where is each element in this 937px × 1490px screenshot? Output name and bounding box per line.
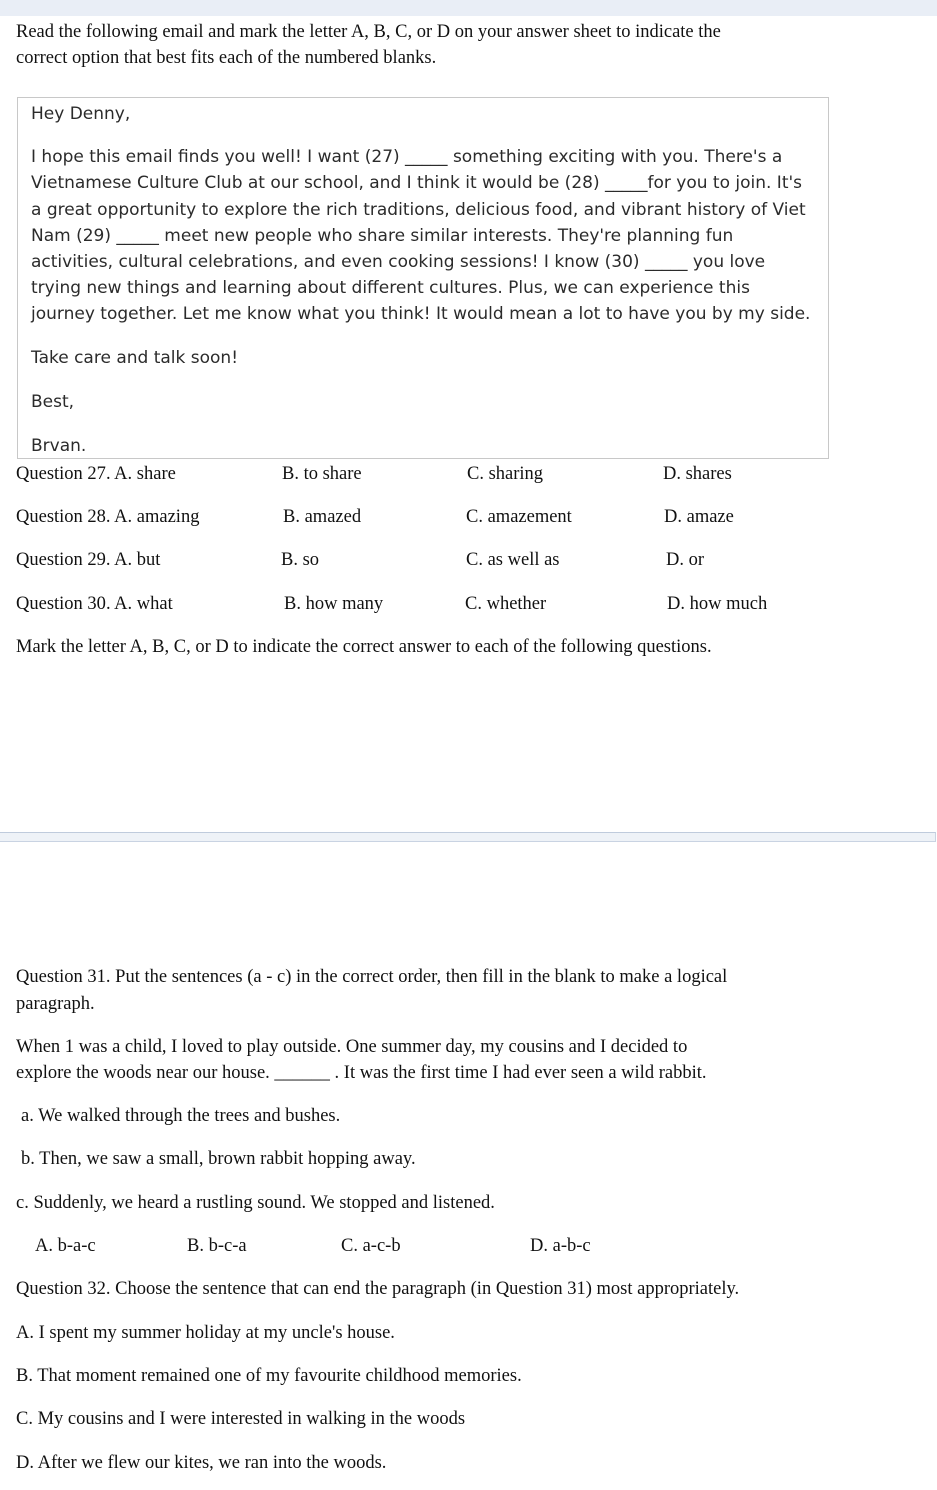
option-b: B. so bbox=[281, 550, 320, 570]
instruction-line-2: correct option that best fits each of the numbered blanks. bbox=[16, 48, 437, 68]
passage-line-2: explore the woods near our house. ______ . It was the first time I had ever seen a wild rabbit. bbox=[16, 1063, 707, 1083]
email-box bbox=[17, 97, 829, 459]
option-c: C. amazement bbox=[466, 507, 572, 527]
option-d: D. a-b-c bbox=[530, 1236, 591, 1256]
question-28-stem bbox=[16, 507, 199, 528]
option-c: C. as well as bbox=[466, 550, 560, 570]
question-32-prompt: Question 32. Choose the sentence that can end the paragraph (in Question 31) most appropriately. bbox=[16, 1279, 740, 1299]
option-d: D. or bbox=[666, 550, 705, 570]
email-body-line: a great opportunity to explore the rich traditions, delicious food, and vibrant history of Viet bbox=[31, 200, 806, 220]
email-body-line: activities, cultural celebrations, and even cooking sessions! I know (30) _____ you love bbox=[31, 252, 766, 272]
email-body-line: Vietnamese Culture Club at our school, and I think it would be (28) _____for you to join. It's bbox=[31, 173, 803, 193]
email-body-line: Nam (29) _____ meet new people who share similar interests. They're planning fun bbox=[31, 226, 734, 246]
option-a: A. b-a-c bbox=[35, 1236, 96, 1256]
question-label-dot: . bbox=[105, 464, 111, 484]
option-c: C. whether bbox=[465, 594, 547, 614]
top-bar bbox=[0, 0, 937, 16]
sentence-c: c. Suddenly, we heard a rustling sound. We stopped and listened. bbox=[16, 1193, 495, 1213]
sentence-a: a. We walked through the trees and bushes. bbox=[21, 1106, 341, 1126]
email-signoff: Best, bbox=[31, 392, 75, 412]
option-a: A. amazing bbox=[110, 507, 200, 527]
option-b: B. amazed bbox=[283, 507, 362, 527]
option-a: A. what bbox=[110, 594, 173, 614]
option-d: D. After we flew our kites, we ran into the woods. bbox=[16, 1453, 387, 1473]
question-30-stem bbox=[16, 594, 173, 615]
option-c: C. sharing bbox=[467, 464, 544, 484]
option-a: A. share bbox=[110, 464, 176, 484]
email-closing: Take care and talk soon! bbox=[31, 348, 239, 368]
sentence-b: b. Then, we saw a small, brown rabbit hopping away. bbox=[21, 1149, 416, 1169]
option-b: B. b-c-a bbox=[187, 1236, 247, 1256]
option-c: C. a-c-b bbox=[341, 1236, 401, 1256]
email-greeting: Hey Denny, bbox=[31, 104, 131, 124]
email-signature: Brvan. bbox=[31, 436, 87, 456]
instruction-line-1: Read the following email and mark the letter A, B, C, or D on your answer sheet to indicate the bbox=[16, 22, 721, 42]
question-31-prompt: Question 31. Put the sentences (a - c) in the correct order, then fill in the blank to make a logical bbox=[16, 967, 728, 987]
question-29-stem bbox=[16, 550, 160, 571]
question-27-stem bbox=[16, 464, 176, 485]
option-a: A. but bbox=[110, 550, 161, 570]
question-label-dot: . bbox=[105, 594, 111, 614]
option-d: D. amaze bbox=[664, 507, 734, 527]
option-d: D. how much bbox=[667, 594, 768, 614]
question-label: Question 30 bbox=[16, 594, 106, 614]
page-break bbox=[0, 832, 936, 842]
option-c: C. My cousins and I were interested in walking in the woods bbox=[16, 1409, 466, 1429]
option-b: B. to share bbox=[282, 464, 362, 484]
question-31-prompt-cont: paragraph. bbox=[16, 994, 95, 1014]
question-label: Question 29. bbox=[16, 550, 111, 570]
option-a: A. I spent my summer holiday at my uncle's house. bbox=[16, 1323, 395, 1343]
email-body-line: I hope this email finds you well! I want (27) _____ something exciting with you. There's a bbox=[31, 147, 783, 167]
option-b: B. That moment remained one of my favourite childhood memories. bbox=[16, 1366, 522, 1386]
email-body-line: journey together. Let me know what you think! It would mean a lot to have you by my side. bbox=[31, 304, 811, 324]
option-d: D. shares bbox=[663, 464, 732, 484]
question-label: Question 28. bbox=[16, 507, 111, 527]
email-body-line: trying new things and learning about different cultures. Plus, we can experience this bbox=[31, 278, 750, 298]
option-b: B. how many bbox=[284, 594, 384, 614]
passage-line-1: When 1 was a child, I loved to play outside. One summer day, my cousins and I decided to bbox=[16, 1037, 688, 1057]
section-instruction: Mark the letter A, B, C, or D to indicate the correct answer to each of the following questions. bbox=[16, 637, 712, 657]
question-label: Question 27 bbox=[16, 464, 106, 484]
